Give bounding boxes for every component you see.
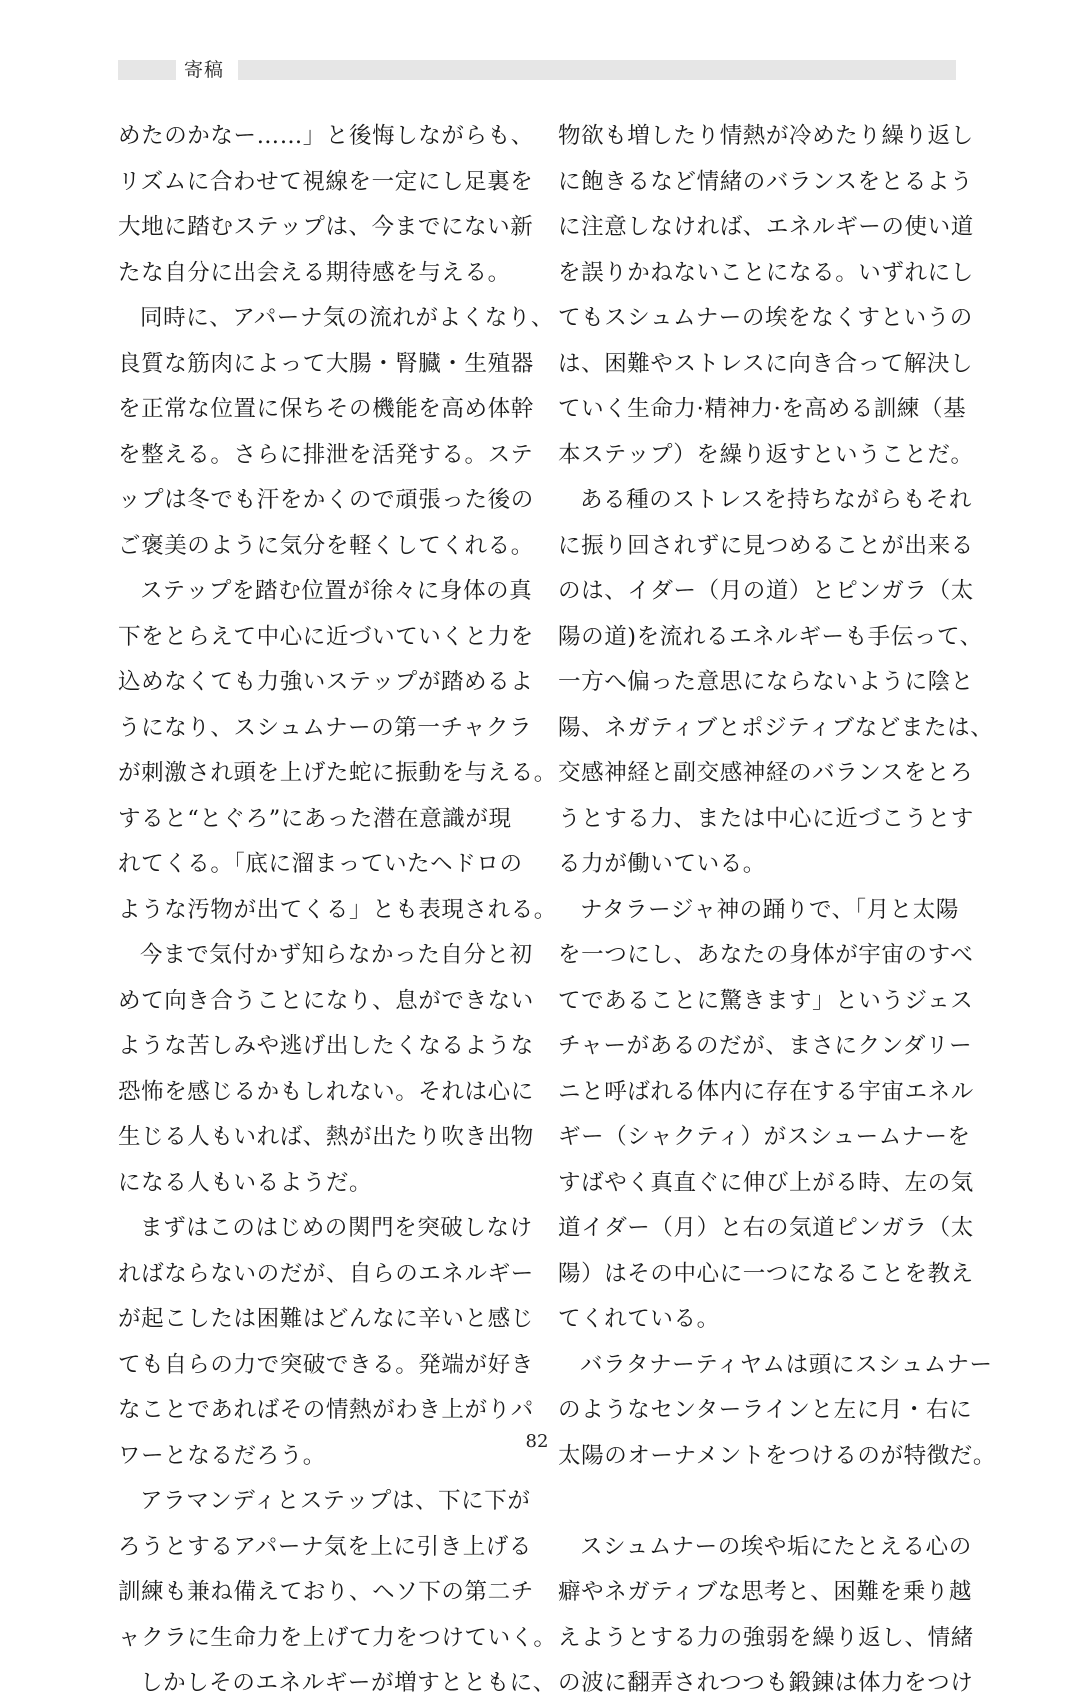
text-line: を整える。さらに排泄を活発する。ステ <box>118 441 534 468</box>
text-line: まずはこのはじめの関門を突破しなけ <box>140 1215 533 1241</box>
right-text-column <box>558 114 997 1707</box>
text-line: チャーがあるのだが、まさにクンダリー <box>558 1033 973 1059</box>
text-line: 今まで気付かず知らなかった自分と初 <box>140 942 533 968</box>
text-line: ップは冬でも汗をかくので頑張った後の <box>118 487 534 513</box>
text-line: ご褒美のように気分を軽くしてくれる。 <box>118 532 534 559</box>
text-line: 道イダー（月）と右の気道ピンガラ（太 <box>558 1215 974 1241</box>
text-line: えようとする力の強弱を繰り返し、情緒 <box>558 1624 974 1651</box>
text-line: ても自らの力で突破できる。発端が好き <box>118 1351 534 1378</box>
text-line: ればならないのだが、自らのエネルギー <box>118 1260 534 1287</box>
text-line: 陽、ネガティブとポジティブなどまたは、 <box>558 714 994 741</box>
text-line: を一つにし、あなたの身体が宇宙のすべ <box>558 942 974 968</box>
header-bar-right <box>238 60 956 80</box>
text-line: 癖やネガティブな思考と、困難を乗り越 <box>558 1579 973 1605</box>
text-line: バラタナーティヤムは頭にスシュムナー <box>580 1351 993 1378</box>
text-line: 陽）はその中心に一つになることを教え <box>558 1260 974 1287</box>
text-line: ある種のストレスを持ちながらもそれ <box>580 487 973 513</box>
text-line: ような苦しみや逃げ出したくなるような <box>118 1033 534 1059</box>
text-line: 一方へ偏った意思にならないように陰と <box>558 669 974 695</box>
text-line: てであることに驚きます」というジェス <box>558 987 974 1014</box>
text-line: うになり、スシュムナーの第一チャクラ <box>118 714 533 741</box>
text-line: ナタラージャ神の踊りで、「月と太陽 <box>580 896 959 923</box>
text-line: うとする力、または中心に近づこうとす <box>558 805 974 832</box>
page-number: 82 <box>525 1431 549 1452</box>
text-line: を誤りかねないことになる。いずれにし <box>558 259 974 286</box>
text-line: の波に翻弄されつつも鍛錬は体力をつけ <box>558 1670 974 1696</box>
text-line: のようなセンターラインと左に月・右に <box>558 1397 973 1423</box>
text-line: なことであればその情熱がわき上がりパ <box>118 1397 534 1423</box>
text-line: に注意しなければ、エネルギーの使い道 <box>558 214 974 240</box>
text-line: すばやく真直ぐに伸び上がる時、左の気 <box>558 1169 974 1196</box>
text-line: たな自分に出会える期待感を与える。 <box>118 259 511 286</box>
text-line: のは、イダー（月の道）とピンガラ（太 <box>558 578 974 604</box>
text-line: ニと呼ばれる体内に存在する宇宙エネル <box>558 1078 974 1105</box>
text-line: ステップを踏む位置が徐々に身体の真 <box>140 578 533 604</box>
text-line: てくれている。 <box>558 1306 720 1332</box>
text-line: 交感神経と副交感神経のバランスをとろ <box>558 760 974 786</box>
text-line <box>558 1479 958 1525</box>
text-line: ャクラに生命力を上げて力をつけていく。 <box>118 1624 557 1651</box>
header-bar-left <box>118 60 176 80</box>
text-line: 訓練も兼ね備えており、ヘソ下の第二チ <box>118 1579 534 1605</box>
text-line: を正常な位置に保ちその機能を高め体幹 <box>118 396 534 422</box>
text-line: に飽きるなど情緒のバランスをとるよう <box>558 168 974 195</box>
text-line: 良質な筋肉によって大腸・腎臓・生殖器 <box>118 350 534 377</box>
text-line: 恐怖を感じるかもしれない。それは心に <box>118 1078 534 1105</box>
section-label: 寄稿 <box>184 59 225 81</box>
text-line: 物欲も増したり情熱が冷めたり繰り返し <box>558 123 974 149</box>
text-line: 本ステップ）を繰り返すということだ。 <box>558 441 974 468</box>
text-line: 同時に、アパーナ気の流れがよくなり、 <box>140 305 555 331</box>
text-line: が起こしたは困難はどんなに辛いと感じ <box>118 1306 534 1332</box>
text-line: リズムに合わせて視線を一定にし足裏を <box>118 168 534 195</box>
text-line: 大地に踏むステップは、今までにない新 <box>118 214 534 240</box>
text-line: 太陽のオーナメントをつけるのが特徴だ。 <box>558 1442 997 1469</box>
text-line: ような汚物が出てくる」とも表現される。 <box>118 896 557 923</box>
text-line: てもスシュムナーの埃をなくすというの <box>558 305 973 331</box>
text-line: しかしそのエネルギーが増すとともに、 <box>140 1670 556 1696</box>
text-line: スシュムナーの埃や垢にたとえる心の <box>580 1533 972 1560</box>
text-line: に振り回されずに見つめることが出来る <box>558 532 974 559</box>
text-line: になる人もいるようだ。 <box>118 1169 373 1196</box>
text-line: れてくる。「底に溜まっていたヘドロの <box>118 851 523 877</box>
text-line: 陽の道)を流れるエネルギーも手伝って、 <box>558 623 983 650</box>
text-line: が刺激され頭を上げた蛇に振動を与える。 <box>118 760 557 786</box>
text-line: ろうとするアパーナ気を上に引き上げる <box>118 1533 533 1560</box>
text-line: 生じる人もいれば、熱が出たり吹き出物 <box>118 1124 534 1150</box>
text-line: アラマンディとステップは、下に下が <box>140 1488 531 1514</box>
text-line: 込めなくても力強いステップが踏めるよ <box>118 669 534 695</box>
text-line: ワーとなるだろう。 <box>118 1442 326 1469</box>
text-line: めたのかなー……」と後悔しながらも、 <box>118 123 534 149</box>
text-line: ギー（シャクティ）がスシュームナーを <box>558 1124 971 1150</box>
text-line: る力が働いている。 <box>558 851 766 877</box>
text-line: すると“とぐろ”にあった潜在意識が現 <box>118 805 512 832</box>
text-line: 下をとらえて中心に近づいていくと力を <box>118 623 534 650</box>
text-line: は、困難やストレスに向き合って解決し <box>558 350 974 377</box>
text-line: ていく生命力·精神力·を高める訓練（基 <box>558 396 967 422</box>
text-line: めて向き合うことになり、息ができない <box>118 987 534 1014</box>
